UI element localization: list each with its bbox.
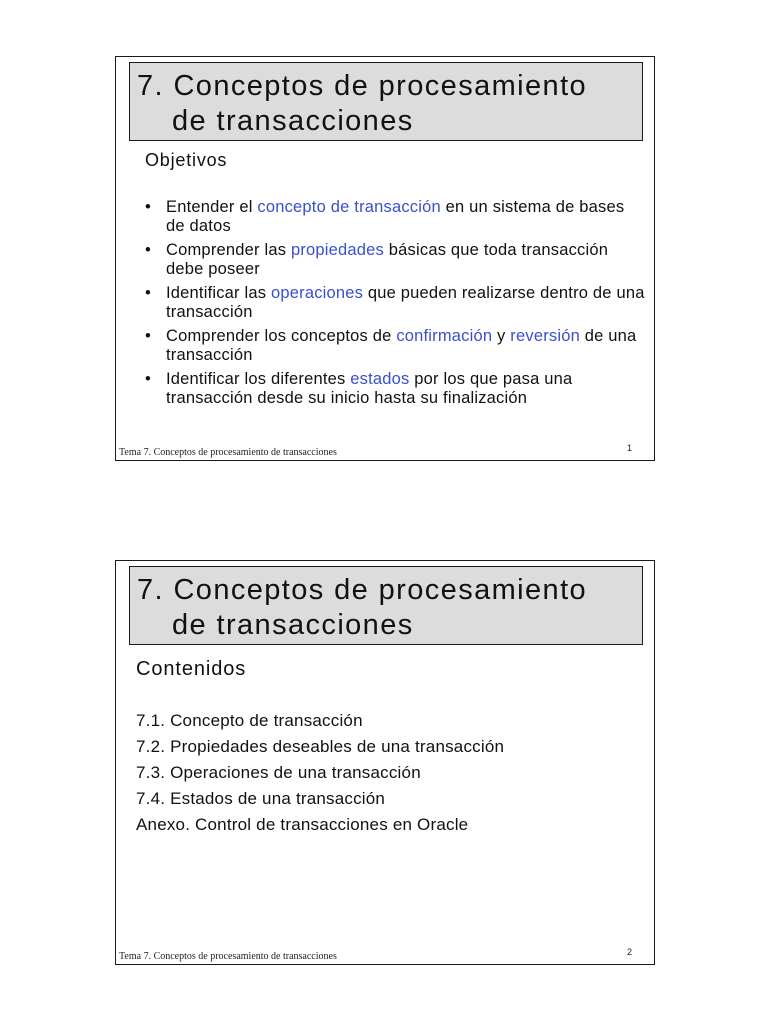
highlighted-term: concepto de transacción <box>257 198 441 216</box>
bullet-text: que pueden realizarse dentro de una transacción <box>166 284 645 321</box>
bullet-text: y <box>492 327 511 345</box>
slide-footer: Tema 7. Conceptos de procesamiento de transacciones <box>119 447 337 458</box>
bullet-text: Comprender las <box>166 241 291 259</box>
slide-subtitle: Objetivos <box>145 150 228 170</box>
bullet-text: por los que pasa una transacción desde su inicio hasta su finalización <box>166 370 573 407</box>
contents-item: 7.3. Operaciones de una transacción <box>136 763 421 782</box>
contents-list <box>136 708 504 838</box>
slide-1 <box>115 56 655 461</box>
slide-title-box <box>129 62 643 141</box>
bullet-text: Identificar los diferentes <box>166 370 351 388</box>
bullet-item <box>145 198 645 236</box>
page-number: 2 <box>626 947 632 957</box>
slide-title-box <box>129 566 643 645</box>
bullet-text: en un sistema de bases de datos <box>166 198 625 235</box>
slide-title-line-2: de transacciones <box>172 609 414 641</box>
bullet-dot: • <box>145 284 151 302</box>
bullet-dot: • <box>145 370 151 388</box>
highlighted-term: estados <box>350 370 410 388</box>
bullet-dot: • <box>145 198 151 216</box>
contents-item: 7.1. Concepto de transacción <box>136 711 363 730</box>
slide-footer: Tema 7. Conceptos de procesamiento de transacciones <box>119 951 337 962</box>
bullet-item <box>145 284 645 322</box>
slide-2 <box>115 560 655 965</box>
contents-item: Anexo. Control de transacciones en Oracle <box>136 815 469 834</box>
contents-item: 7.4. Estados de una transacción <box>136 789 386 808</box>
bullet-text: básicas que toda transacción debe poseer <box>166 241 609 278</box>
bullet-item <box>145 241 645 279</box>
slide-title-line-2: de transacciones <box>172 105 414 137</box>
bullet-text: Comprender los conceptos de <box>166 327 397 345</box>
bullet-dot: • <box>145 241 151 259</box>
bullet-text: de una transacción <box>166 327 637 364</box>
page-number: 1 <box>626 443 632 453</box>
highlighted-term: reversión <box>510 327 580 345</box>
bullet-item <box>145 370 645 408</box>
objectives-list <box>145 198 645 413</box>
bullet-text: Identificar las <box>166 284 271 302</box>
bullet-item <box>145 327 645 365</box>
slide-title-line-1: 7. Conceptos de procesamiento <box>137 70 588 102</box>
highlighted-term: confirmación <box>396 327 493 345</box>
contents-item: 7.2. Propiedades deseables de una transacción <box>136 737 505 756</box>
slide-subtitle: Contenidos <box>136 658 247 680</box>
highlighted-term: propiedades <box>290 241 385 259</box>
bullet-text: Entender el <box>166 198 258 216</box>
slide-title-line-1: 7. Conceptos de procesamiento <box>137 574 588 606</box>
highlighted-term: operaciones <box>271 284 364 302</box>
bullet-dot: • <box>145 327 151 345</box>
